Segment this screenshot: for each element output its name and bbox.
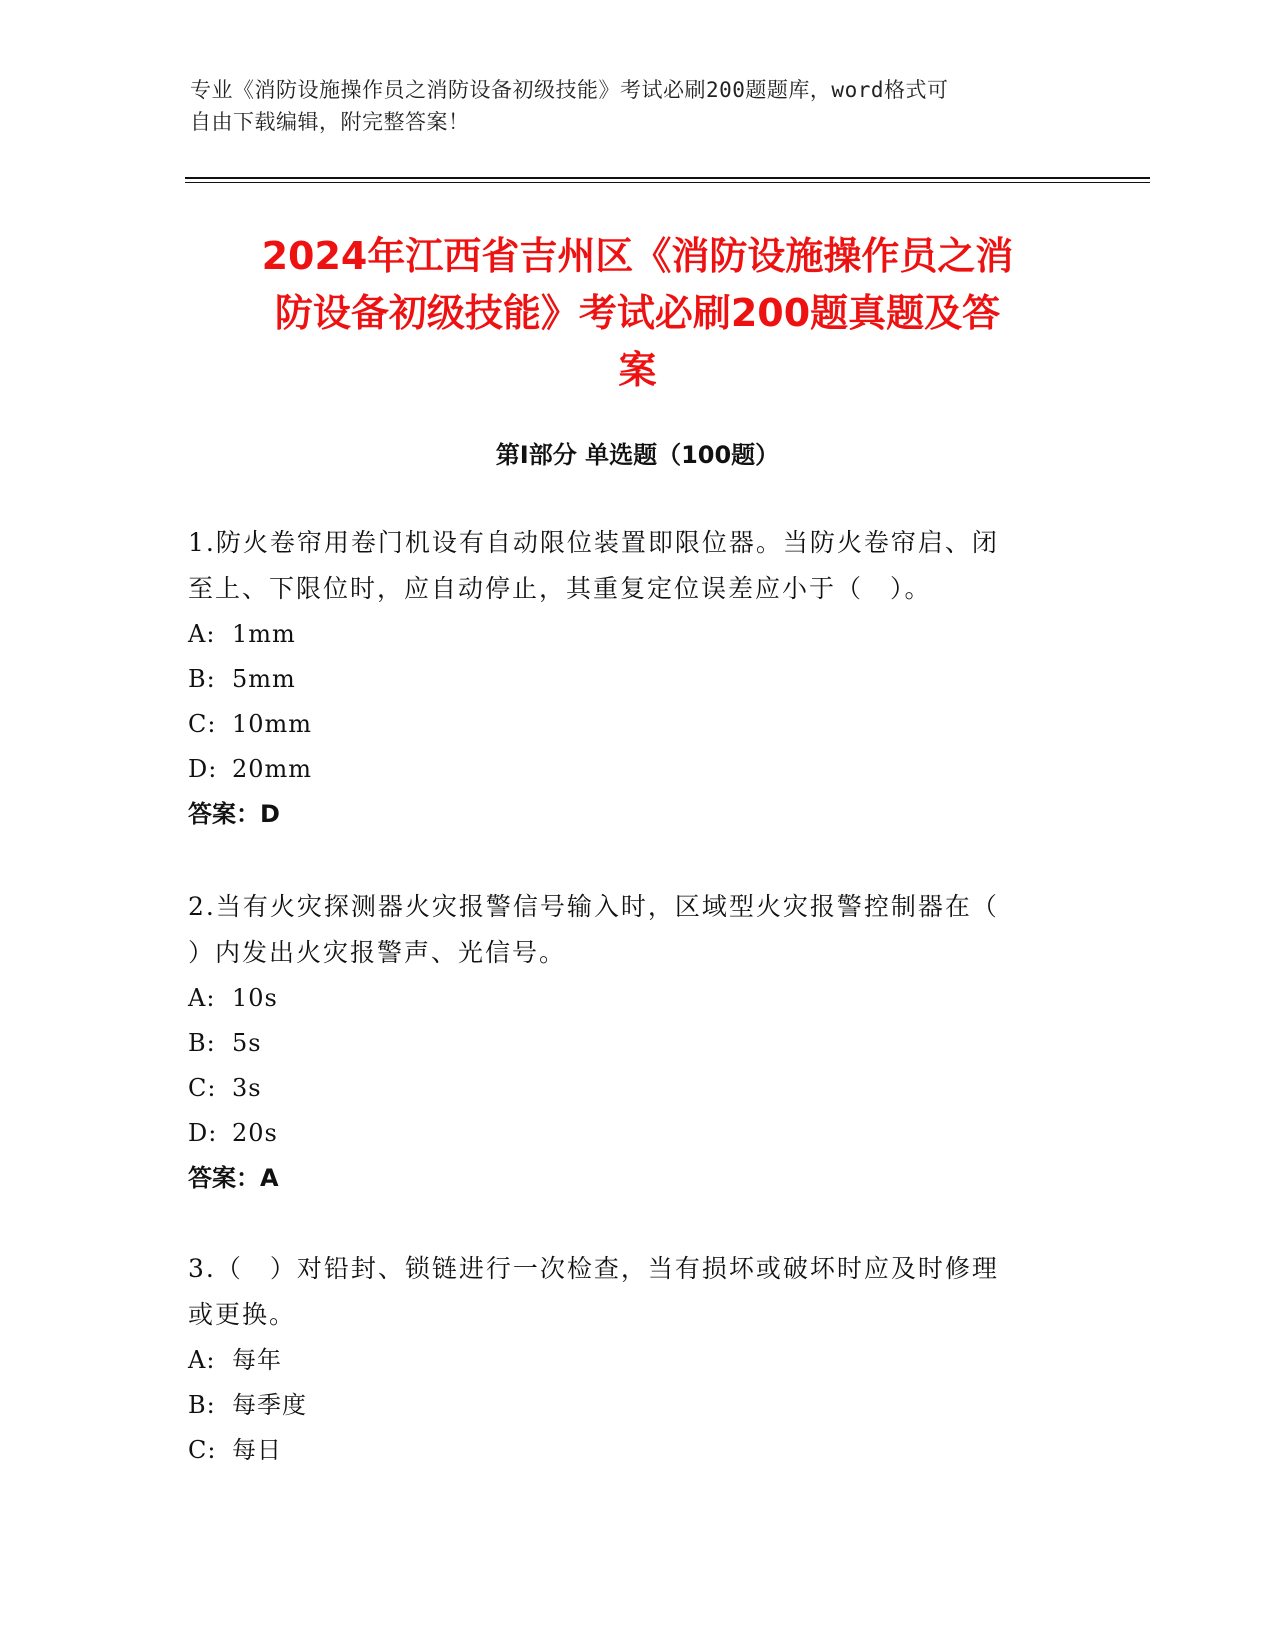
option-key: B: bbox=[188, 1029, 216, 1057]
option-b bbox=[188, 1021, 1068, 1066]
option-key: B: bbox=[188, 1391, 216, 1419]
option-b bbox=[188, 1383, 1068, 1428]
option-key: C: bbox=[188, 1074, 217, 1102]
option-text: 1mm bbox=[232, 620, 296, 648]
option-key: C: bbox=[188, 1436, 217, 1464]
header-divider-thin bbox=[185, 182, 1150, 183]
option-text: 3s bbox=[232, 1074, 262, 1102]
option-text: 20mm bbox=[232, 755, 313, 783]
document-title-line-1: 2024年江西省吉州区《消防设施操作员之消 bbox=[261, 234, 1014, 278]
option-c bbox=[188, 1066, 1068, 1111]
option-text: 每季度 bbox=[232, 1391, 307, 1419]
option-a bbox=[188, 976, 1068, 1021]
option-key: C: bbox=[188, 710, 217, 738]
document-title-line-2: 防设备初级技能》考试必刷200题真题及答 bbox=[274, 291, 1001, 335]
option-key: D: bbox=[188, 1119, 218, 1147]
question-stem-line-2: ）内发出火灾报警声、光信号。 bbox=[188, 938, 567, 967]
section-title: 第Ⅰ部分 单选题（100题） bbox=[495, 441, 780, 469]
header-divider-thick bbox=[185, 177, 1150, 179]
option-key: A: bbox=[188, 1346, 216, 1374]
option-key: D: bbox=[188, 755, 218, 783]
question-stem bbox=[188, 884, 1068, 976]
option-d bbox=[188, 1111, 1068, 1156]
option-b bbox=[188, 657, 1068, 702]
option-text: 5s bbox=[232, 1029, 262, 1057]
option-text: 10s bbox=[232, 984, 278, 1012]
option-text: 5mm bbox=[232, 665, 296, 693]
question-3 bbox=[188, 1246, 1068, 1473]
option-c bbox=[188, 1428, 1068, 1473]
question-1 bbox=[188, 520, 1068, 837]
option-d bbox=[188, 747, 1068, 792]
header-note-line-1: 专业《消防设施操作员之消防设备初级技能》考试必刷200题题库，word格式可 bbox=[190, 78, 949, 102]
option-text: 10mm bbox=[232, 710, 313, 738]
option-c bbox=[188, 702, 1068, 747]
option-text: 每年 bbox=[232, 1346, 282, 1374]
option-key: A: bbox=[188, 984, 216, 1012]
option-text: 每日 bbox=[232, 1436, 282, 1464]
document-title bbox=[175, 228, 1100, 399]
answer: 答案：A bbox=[188, 1164, 279, 1192]
question-stem-line-2: 或更换。 bbox=[188, 1300, 297, 1329]
question-stem bbox=[188, 520, 1068, 612]
question-2 bbox=[188, 884, 1068, 1201]
option-key: B: bbox=[188, 665, 216, 693]
header-note bbox=[190, 74, 1090, 138]
option-text: 20s bbox=[232, 1119, 278, 1147]
header-note-line-2: 自由下载编辑，附完整答案！ bbox=[190, 110, 470, 134]
option-a bbox=[188, 1338, 1068, 1383]
answer: 答案：D bbox=[188, 800, 280, 828]
question-stem-line-1: 3.（ ）对铅封、锁链进行一次检查，当有损坏或破坏时应及时修理 bbox=[188, 1254, 999, 1283]
option-key: A: bbox=[188, 620, 216, 648]
question-stem bbox=[188, 1246, 1068, 1338]
option-a bbox=[188, 612, 1068, 657]
question-stem-line-1: 1.防火卷帘用卷门机设有自动限位装置即限位器。当防火卷帘启、闭 bbox=[188, 528, 999, 557]
question-stem-line-2: 至上、下限位时，应自动停止，其重复定位误差应小于（ ）。 bbox=[188, 574, 932, 603]
question-stem-line-1: 2.当有火灾探测器火灾报警信号输入时，区域型火灾报警控制器在（ bbox=[188, 892, 999, 921]
document-title-line-3: 案 bbox=[618, 348, 657, 392]
